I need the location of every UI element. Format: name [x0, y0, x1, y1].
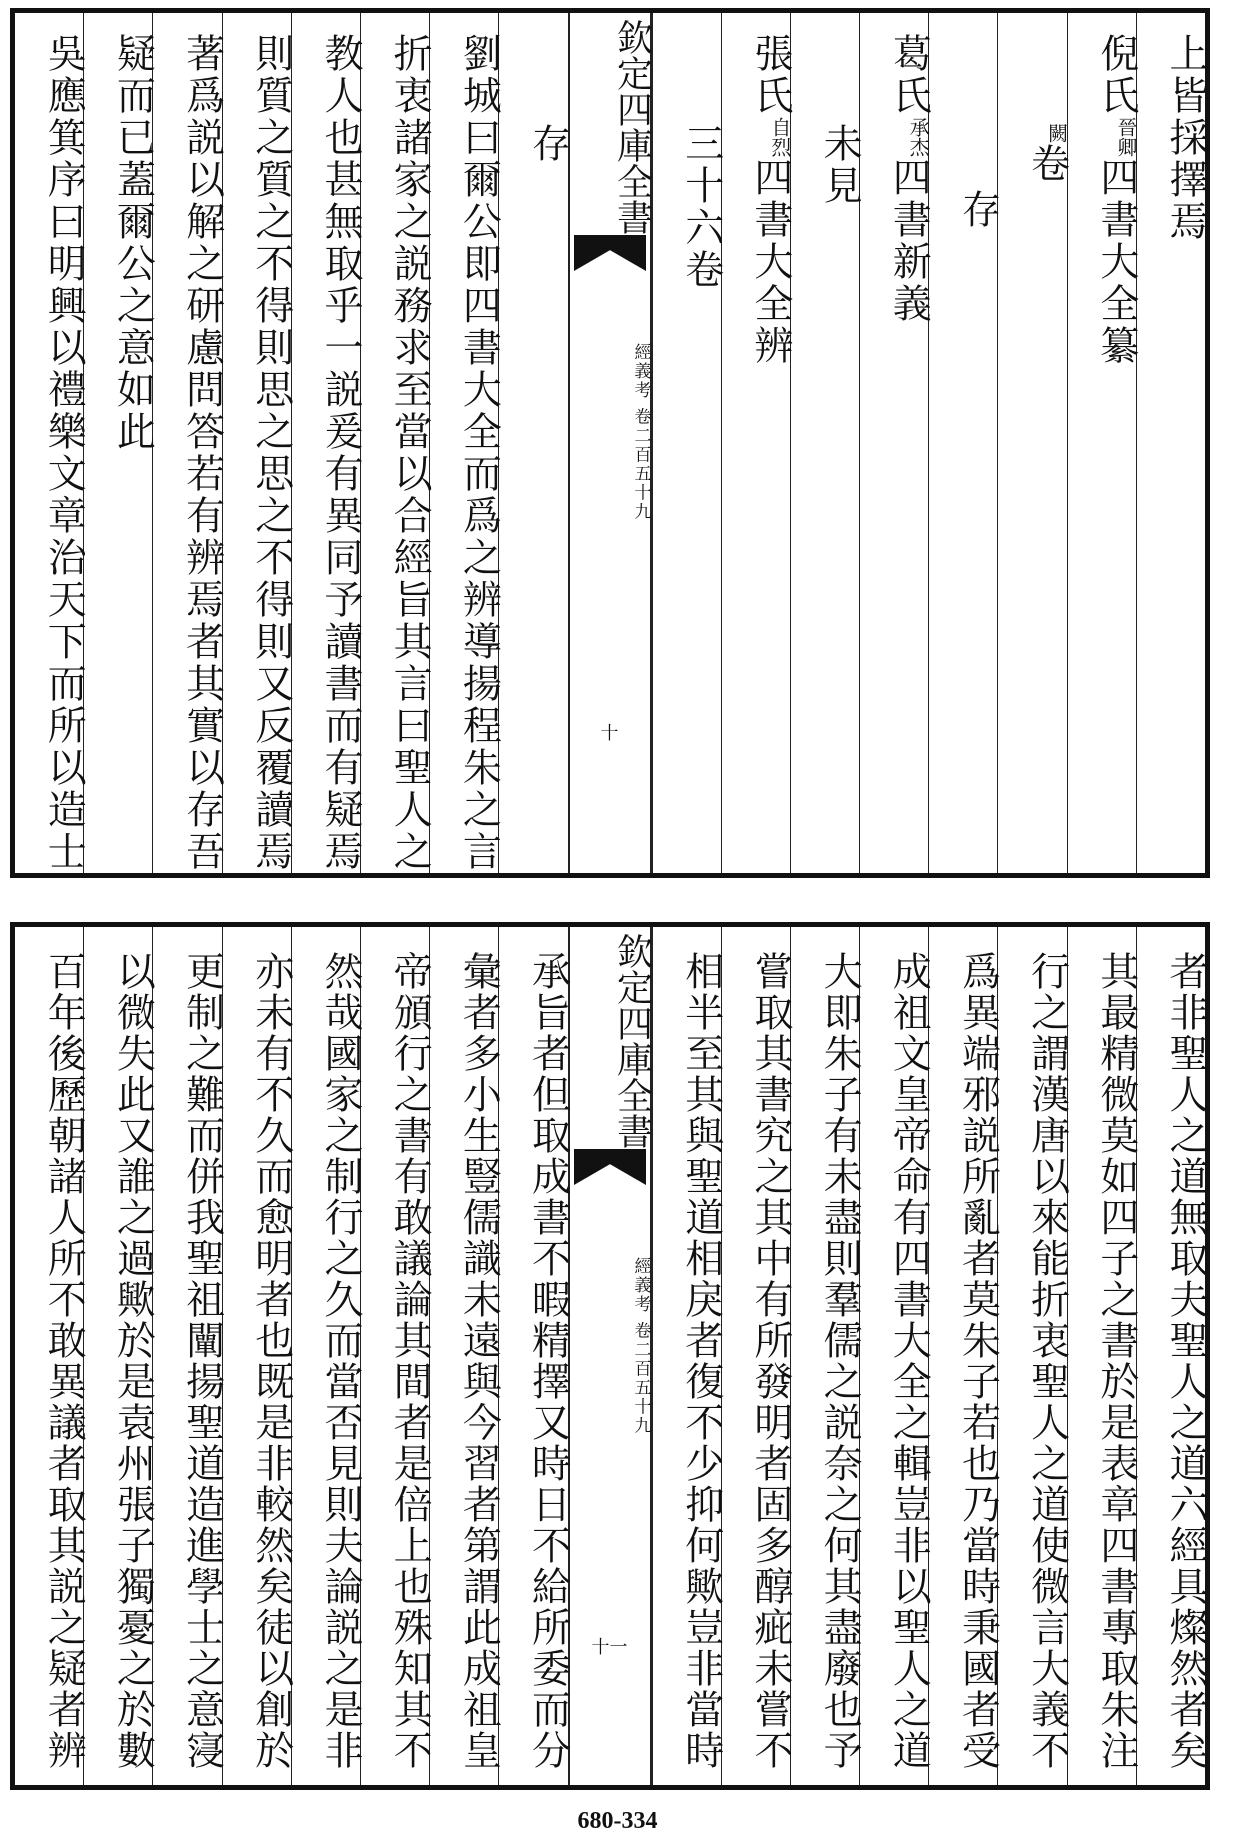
column-text: 者非聖人之道無取夫聖人之道六經具燦然者矣 [1163, 951, 1208, 1771]
text-column [429, 13, 502, 873]
text-column [498, 13, 571, 873]
column-text: 大即朱子有未盡則羣儒之説奈之何其盡廢也予 [817, 951, 863, 1771]
column-text: 則質之質之不得則思之思之不得則又反覆讀焉 [248, 33, 294, 873]
fishtail-mark [574, 235, 646, 277]
column-text: 折衷諸家之説務求至當以合經旨其言曰聖人之 [387, 33, 433, 873]
text-column [152, 927, 225, 1785]
library-title: 欽定四庫全書 [611, 19, 653, 235]
text-column [1067, 13, 1139, 873]
text-column [152, 13, 225, 873]
column-text: 以微失此又誰之過歟於是袁州張子獨憂之於數 [110, 951, 156, 1771]
text-column [652, 927, 724, 1785]
author-note: 承杰 [906, 117, 931, 157]
author-name: 倪氏 [1093, 33, 1139, 117]
text-column [291, 927, 363, 1785]
book-title: 四書大全辨 [747, 157, 793, 367]
column-text [998, 123, 1070, 185]
text-column [291, 13, 363, 873]
column-text: 教人也甚無取乎一説爰有異同予讀書而有疑焉 [317, 33, 363, 873]
text-column [721, 927, 793, 1785]
column-text: 彙者多小生豎儒識未遠與今習者第謂此成祖皇 [456, 951, 502, 1771]
center-fold [568, 13, 652, 873]
text-column [790, 927, 863, 1785]
status-text: 存 [525, 123, 571, 165]
volume-count: 卷 [1024, 143, 1070, 185]
column-text: 著爲説以解之研慮問答若有辨焉者其實以存吾 [179, 33, 225, 873]
text-column [790, 13, 863, 873]
column-text: 其最精微莫如四子之書於是表章四書專取朱注 [1093, 951, 1139, 1771]
section-label: 經義考 卷二百五十九 [630, 1257, 651, 1436]
column-text: 劉城曰爾公即四書大全而爲之辨導揚程朱之言 [456, 33, 502, 873]
book-title: 四書大全纂 [1093, 157, 1139, 367]
text-column [652, 13, 724, 873]
text-column [997, 13, 1070, 873]
column-text: 上皆採擇焉 [1163, 33, 1208, 243]
column-text: 承旨者但取成書不暇精擇又時日不給所委而分 [525, 951, 571, 1771]
column-text: 疑而已蓋爾公之意如此 [110, 33, 156, 453]
column-text: 相半至其與聖道相戾者復不少抑何歟豈非當時 [678, 951, 724, 1771]
top-page-columns [15, 13, 1208, 873]
text-column [1136, 927, 1208, 1785]
column-text: 亦未有不久而愈明者也既是非較然矣徒以創於 [248, 951, 294, 1771]
folio-number: 十一 [591, 1637, 628, 1658]
text-column [222, 927, 294, 1785]
book-title: 四書新義 [886, 157, 932, 325]
section-label: 經義考 卷二百五十九 [630, 343, 651, 522]
column-text: 成祖文皇帝命有四書大全之輯豈非以聖人之道 [886, 951, 932, 1771]
text-column [360, 13, 433, 873]
column-text: 吳應箕序曰明興以禮樂文章治天下而所以造士 [41, 33, 87, 873]
text-column [429, 927, 502, 1785]
text-column [928, 927, 1001, 1785]
page-number-footer: 680-334 [577, 1808, 658, 1834]
text-column [1067, 927, 1139, 1785]
author-note: 晉卿 [1113, 117, 1138, 157]
text-column [1136, 13, 1208, 873]
missing-note: 闕 [1044, 123, 1069, 143]
bottom-page-columns [15, 927, 1208, 1785]
text-column [859, 927, 932, 1785]
column-text: 帝頒行之書有敢議論其間者是倍上也殊知其不 [387, 951, 433, 1771]
top-page [10, 8, 1210, 878]
bottom-page [10, 922, 1210, 1790]
column-text [722, 33, 793, 367]
text-column [498, 927, 571, 1785]
author-name: 張氏 [747, 33, 793, 117]
column-text: 然哉國家之制行之久而當否見則夫論説之是非 [317, 951, 363, 1771]
status-text: 存 [955, 189, 1001, 231]
text-column [222, 13, 294, 873]
center-fold [568, 927, 652, 1785]
text-column [360, 927, 433, 1785]
column-text: 行之謂漢唐以來能折衷聖人之道使微言大義不 [1024, 951, 1070, 1771]
author-name: 葛氏 [886, 33, 932, 117]
text-column [15, 13, 87, 873]
text-column [928, 13, 1001, 873]
text-column [859, 13, 932, 873]
fishtail-mark [574, 1149, 646, 1191]
library-title: 欽定四庫全書 [611, 933, 653, 1149]
column-text [1068, 33, 1139, 367]
author-note: 自烈 [767, 117, 792, 157]
column-text: 嘗取其書究之其中有所發明者固多醇疵未嘗不 [747, 951, 793, 1771]
status-text: 未見 [817, 123, 863, 207]
volume-count: 三十六卷 [678, 123, 724, 291]
column-text: 更制之難而併我聖祖闡揚聖道造進學士之意寖 [179, 951, 225, 1771]
column-text [860, 33, 932, 325]
column-text: 爲異端邪説所亂者莫朱子若也乃當時秉國者受 [955, 951, 1001, 1771]
text-column [15, 927, 87, 1785]
column-text: 百年後歷朝諸人所不敢異議者取其説之疑者辨 [41, 951, 87, 1771]
folio-number: 十 [600, 723, 619, 744]
text-column [83, 13, 156, 873]
text-column [721, 13, 793, 873]
text-column [997, 927, 1070, 1785]
text-column [83, 927, 156, 1785]
